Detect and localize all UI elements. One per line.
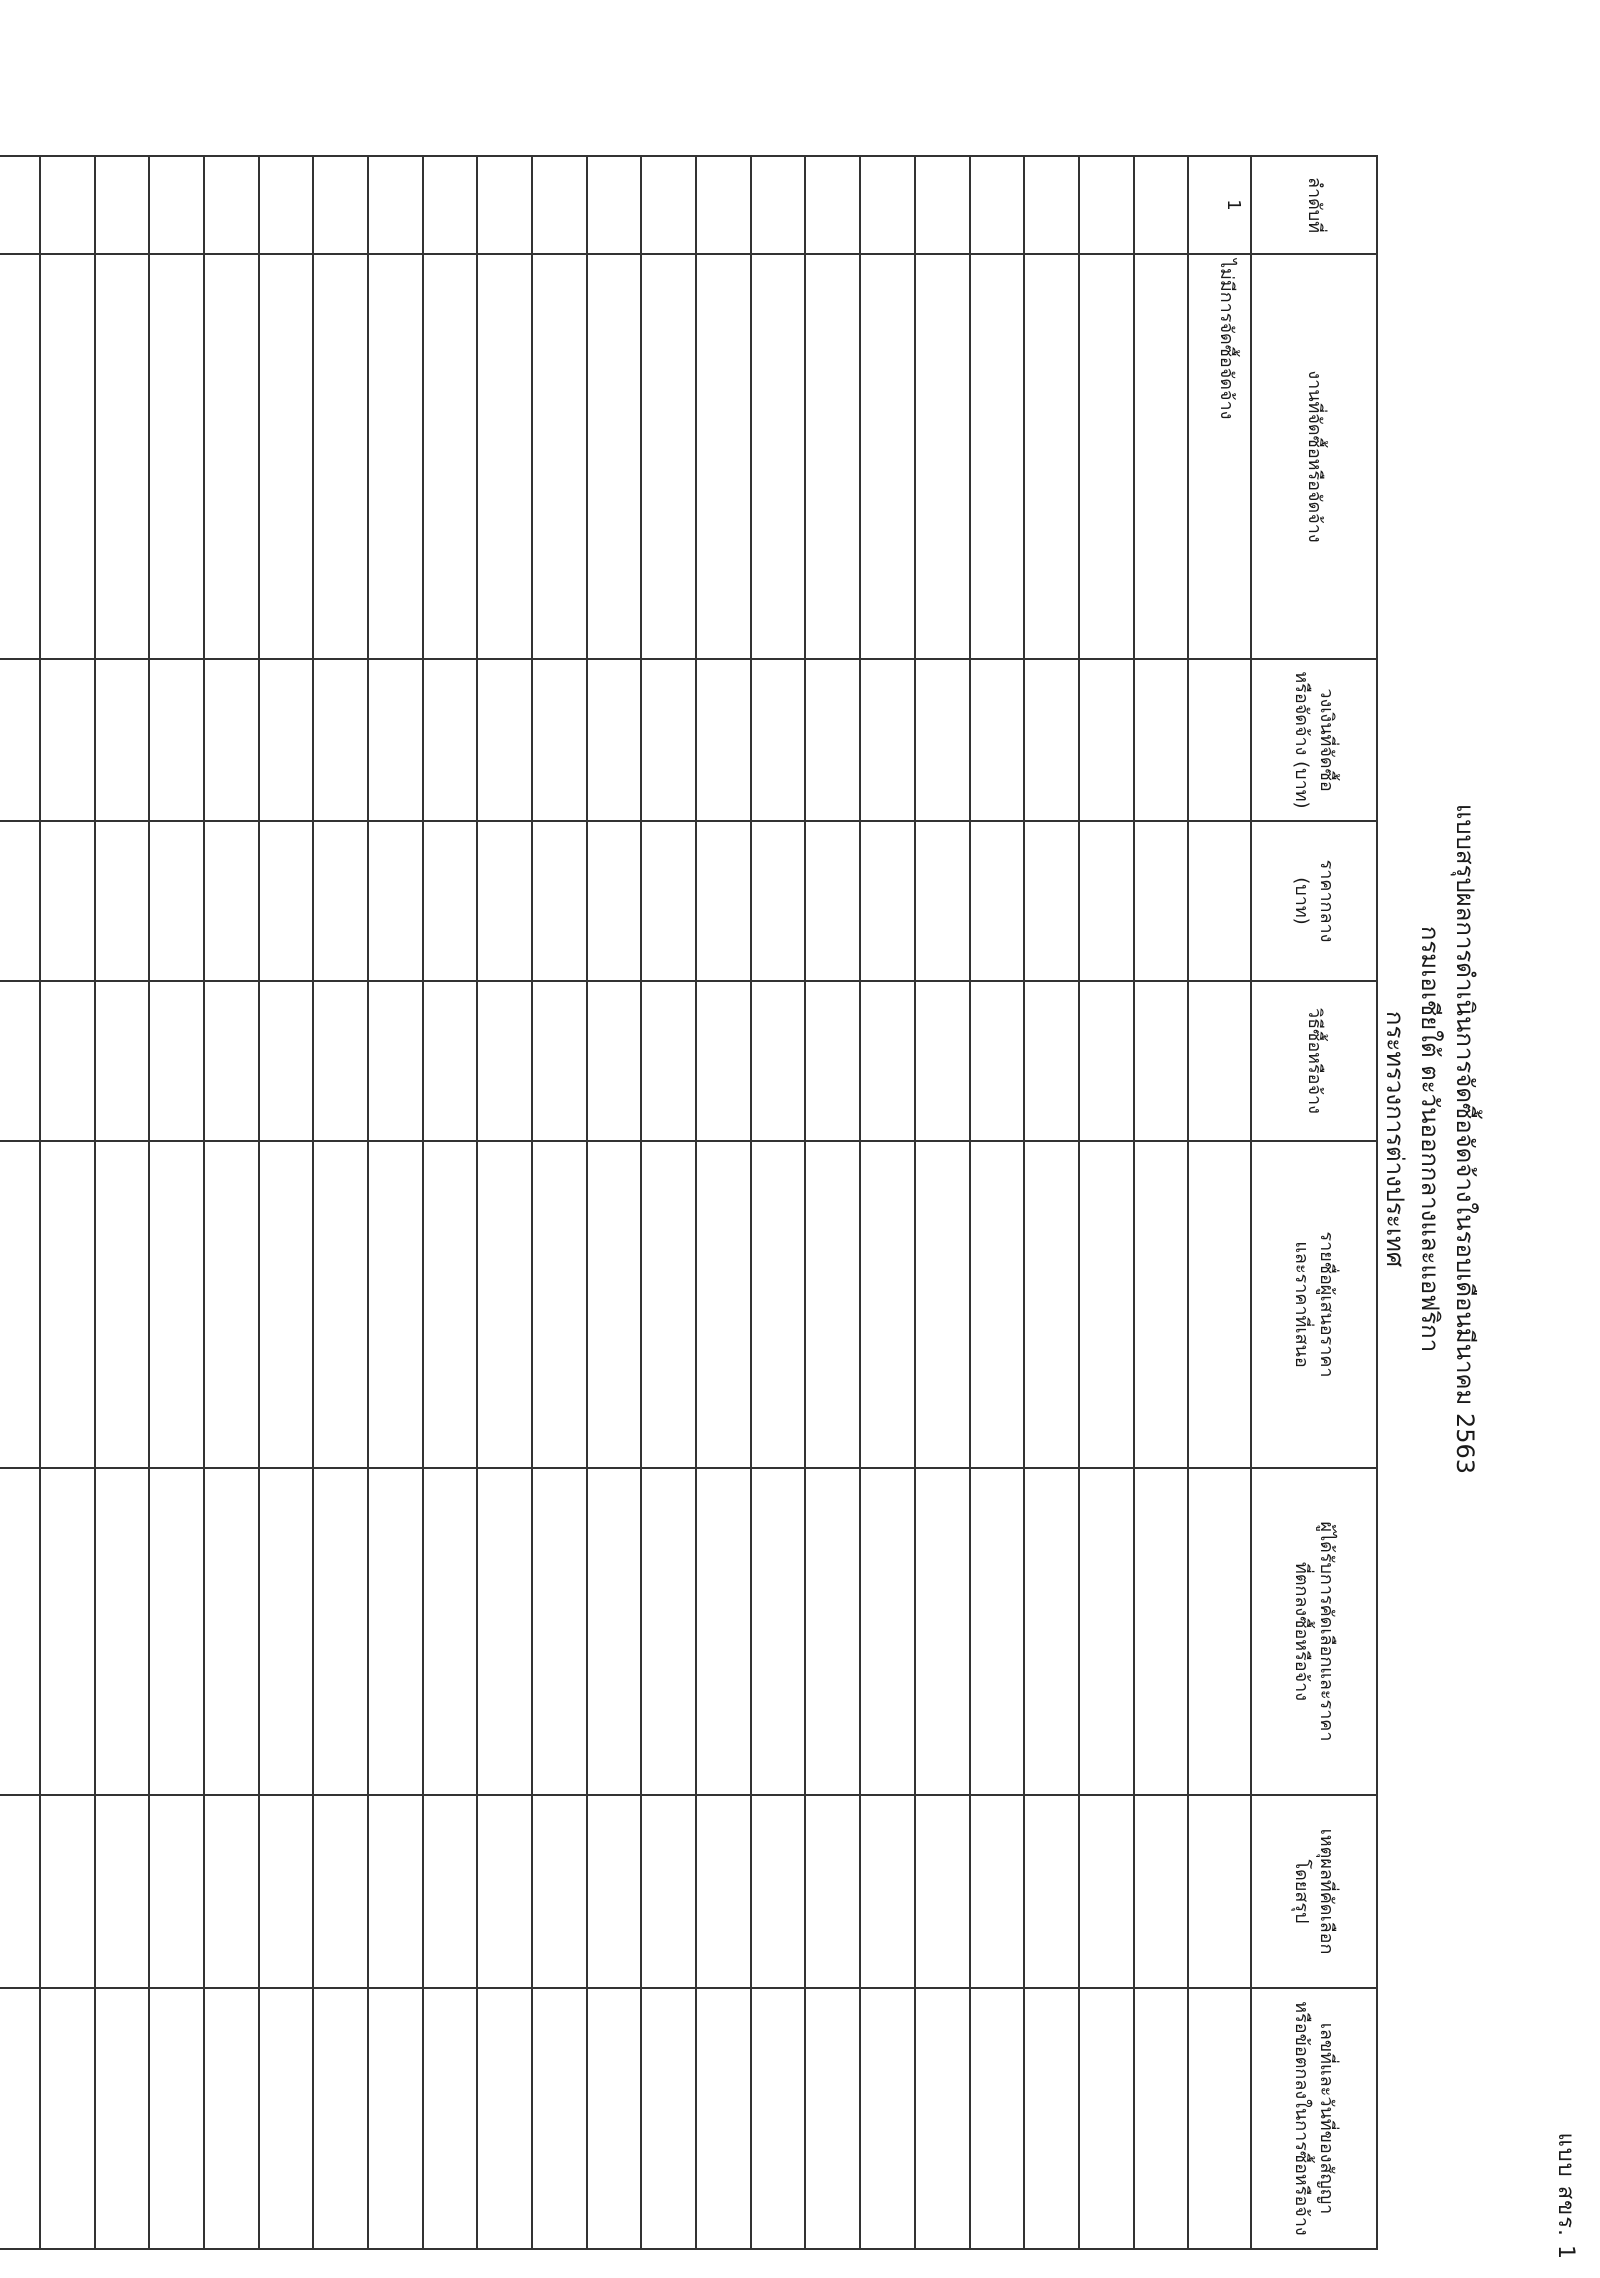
table-row-blank (915, 156, 970, 2249)
table-cell-blank (970, 821, 1025, 981)
table-cell-blank (641, 659, 696, 821)
table-cell-blank (860, 981, 915, 1141)
table-cell-blank (696, 1468, 751, 1795)
table-cell-blank (751, 254, 806, 659)
table-cell-blank (1079, 156, 1134, 254)
table-row-blank (477, 156, 532, 2249)
table-cell-blank (259, 981, 314, 1141)
table-cell-blank (587, 254, 642, 659)
table-row-blank (204, 156, 259, 2249)
table-cell-blank (40, 821, 95, 981)
table-cell-blank (1024, 821, 1079, 981)
table-cell-blank (860, 1141, 915, 1468)
table-row-blank (149, 156, 204, 2249)
table-row-blank (368, 156, 423, 2249)
table-cell-blank (806, 254, 861, 659)
table-cell-blank (95, 1795, 150, 1988)
table-cell-blank (423, 1795, 478, 1988)
table-cell-blank (95, 821, 150, 981)
table-cell-blank (313, 254, 368, 659)
table-cell-blank (860, 821, 915, 981)
table-row-blank (0, 156, 40, 2249)
column-header-9 (1251, 1988, 1377, 2249)
column-header-line: งานที่จัดซื้อหรือจัดจ้าง (1303, 370, 1325, 543)
table-cell-blank (1024, 981, 1079, 1141)
table-cell-blank (1134, 254, 1189, 659)
table-cell-blank (806, 659, 861, 821)
table-cell-blank (95, 1141, 150, 1468)
table-cell-blank (95, 1468, 150, 1795)
table-cell-blank (970, 1795, 1025, 1988)
table-cell (1188, 821, 1251, 981)
table-cell-blank (970, 1988, 1025, 2249)
table-cell-blank (641, 821, 696, 981)
table-cell-blank (641, 1988, 696, 2249)
table-cell-blank (587, 1795, 642, 1988)
table-cell-blank (149, 821, 204, 981)
table-cell-blank (423, 1988, 478, 2249)
table-cell-blank (40, 156, 95, 254)
table-cell-blank (1024, 659, 1079, 821)
table-cell (1188, 1988, 1251, 2249)
table-cell-blank (696, 981, 751, 1141)
table-cell-blank (477, 254, 532, 659)
table-row-blank (40, 156, 95, 2249)
table-cell-blank (477, 156, 532, 254)
table-cell-blank (806, 1141, 861, 1468)
ministry-name: กระทรวงการต่างประเทศ (1381, 1010, 1409, 1268)
table-row-blank (1024, 156, 1079, 2249)
column-header-line: ราคากลาง (1316, 859, 1338, 943)
table-cell-blank (95, 659, 150, 821)
table-cell-blank (95, 1988, 150, 2249)
table-cell: 1 (1188, 156, 1251, 254)
table-cell-blank (860, 1988, 915, 2249)
table-cell-blank (40, 1141, 95, 1468)
table-cell-blank (806, 981, 861, 1141)
table-cell-blank (696, 254, 751, 659)
table-row-blank (806, 156, 861, 2249)
table-cell-blank (532, 1795, 587, 1988)
column-header-6 (1251, 1141, 1377, 1468)
table-cell-blank (149, 1468, 204, 1795)
column-header-line: วิธีซื้อหรือจ้าง (1303, 1008, 1325, 1114)
table-cell-blank (1024, 156, 1079, 254)
table-cell-blank (532, 1141, 587, 1468)
table-cell-blank (1079, 821, 1134, 981)
table-cell-blank (368, 1468, 423, 1795)
table-row-blank (313, 156, 368, 2249)
table-cell-blank (860, 659, 915, 821)
column-header-5 (1251, 981, 1377, 1141)
table-cell-blank (915, 821, 970, 981)
column-header-line: และราคาที่เสนอ (1291, 1241, 1312, 1368)
table-header-row (1251, 156, 1377, 2249)
table-cell-blank (696, 1988, 751, 2249)
table-cell-blank (1134, 1141, 1189, 1468)
table-cell-blank (1134, 1795, 1189, 1988)
column-header-line: ผู้ได้รับการคัดเลือกและราคา (1316, 1521, 1338, 1742)
table-row-blank (641, 156, 696, 2249)
table-cell-blank (696, 659, 751, 821)
column-header-line: ที่ตกลงซื้อหรือจ้าง (1291, 1561, 1312, 1702)
table-cell-blank (970, 156, 1025, 254)
table-cell-blank (368, 659, 423, 821)
table-cell-blank (1079, 1141, 1134, 1468)
table-cell-blank (204, 1988, 259, 2249)
table-cell-blank (423, 1468, 478, 1795)
table-cell-blank (751, 659, 806, 821)
table-cell-blank (368, 1141, 423, 1468)
table-row-blank (696, 156, 751, 2249)
table-cell-blank (587, 821, 642, 981)
table-cell-blank (477, 1988, 532, 2249)
table-cell-blank (477, 1795, 532, 1988)
table-cell-blank (204, 1795, 259, 1988)
table-row-blank (1134, 156, 1189, 2249)
table-cell-blank (313, 1468, 368, 1795)
table-cell-blank (204, 1468, 259, 1795)
table-cell-blank (149, 1795, 204, 1988)
table-cell-blank (40, 1795, 95, 1988)
form-code: แบบ สขร. 1 (1553, 2132, 1578, 2260)
table-cell-blank (751, 1988, 806, 2249)
table-cell-blank (423, 1141, 478, 1468)
table-cell-blank (587, 1141, 642, 1468)
table-cell-blank (149, 254, 204, 659)
table-cell-blank (696, 156, 751, 254)
table-cell-blank (259, 1468, 314, 1795)
table-cell-blank (477, 821, 532, 981)
table-cell-blank (204, 1141, 259, 1468)
table-cell-blank (0, 1988, 40, 2249)
table-cell-blank (259, 1141, 314, 1468)
table-cell-blank (1024, 1141, 1079, 1468)
table-cell-blank (149, 156, 204, 254)
table-cell-blank (259, 1988, 314, 2249)
table-cell-blank (477, 1468, 532, 1795)
table-cell-blank (641, 254, 696, 659)
table-cell-blank (259, 254, 314, 659)
table-cell-blank (477, 659, 532, 821)
table-cell-blank (915, 1795, 970, 1988)
table-row-blank (587, 156, 642, 2249)
column-header-7 (1251, 1468, 1377, 1795)
table-cell-blank (1134, 156, 1189, 254)
table-cell-blank (532, 254, 587, 659)
table-cell-blank (1079, 981, 1134, 1141)
table-cell-blank (149, 1988, 204, 2249)
document-title: แบบสรุปผลการดำเนินการจัดซื้อจัดจ้างในรอบเดือนมีนาคม 2563 (1451, 803, 1479, 1475)
table-cell-blank (95, 254, 150, 659)
column-header-line: ลำดับที่ (1303, 176, 1325, 234)
table-cell-blank (641, 981, 696, 1141)
table-cell-blank (532, 981, 587, 1141)
table-cell-blank (1134, 659, 1189, 821)
table-cell-blank (1134, 1988, 1189, 2249)
table-cell-blank (970, 981, 1025, 1141)
table-cell-blank (860, 1468, 915, 1795)
table-cell-blank (641, 156, 696, 254)
column-header-2 (1251, 254, 1377, 659)
table-cell-blank (806, 1468, 861, 1795)
table-cell-blank (149, 659, 204, 821)
table-cell-blank (423, 254, 478, 659)
column-header-line: เลขที่และวันที่ของสัญญา (1316, 2022, 1338, 2215)
table-cell-blank (368, 254, 423, 659)
table-cell (1188, 1795, 1251, 1988)
table-cell-blank (0, 156, 40, 254)
column-header-line: หรือข้อตกลงในการซื้อหรือจ้าง (1291, 2001, 1312, 2236)
table-cell-blank (532, 821, 587, 981)
table-cell-blank (532, 156, 587, 254)
table-cell-blank (368, 1795, 423, 1988)
column-header-line: เหตุผลที่คัดเลือก (1316, 1828, 1338, 1955)
table-cell (1188, 1141, 1251, 1468)
table-cell-blank (204, 254, 259, 659)
table-cell-blank (313, 821, 368, 981)
table-cell-blank (1079, 1468, 1134, 1795)
table-cell-blank (641, 1141, 696, 1468)
table-cell-blank (970, 659, 1025, 821)
table-cell-blank (587, 1988, 642, 2249)
table-cell-blank (1079, 659, 1134, 821)
table-cell-blank (751, 156, 806, 254)
table-cell-blank (532, 659, 587, 821)
table-cell-blank (313, 156, 368, 254)
table-cell-blank (860, 156, 915, 254)
table-cell-blank (970, 1468, 1025, 1795)
table-cell-blank (696, 1141, 751, 1468)
column-header-3 (1251, 659, 1377, 821)
table-row-blank (1079, 156, 1134, 2249)
table-cell-blank (313, 1988, 368, 2249)
table-cell (1188, 981, 1251, 1141)
table-cell-blank (970, 1141, 1025, 1468)
table-cell-blank (0, 981, 40, 1141)
table-cell-blank (915, 156, 970, 254)
table-cell-blank (204, 156, 259, 254)
table-row (1188, 156, 1251, 2249)
table-cell-blank (915, 981, 970, 1141)
table-cell-blank (313, 659, 368, 821)
table-cell-blank (0, 1468, 40, 1795)
table-row-blank (259, 156, 314, 2249)
table-cell-blank (259, 659, 314, 821)
table-cell-blank (751, 1795, 806, 1988)
table-cell-blank (0, 1795, 40, 1988)
table-cell-blank (95, 156, 150, 254)
column-header-4 (1251, 821, 1377, 981)
table-row-blank (970, 156, 1025, 2249)
table-cell-blank (1024, 1988, 1079, 2249)
table-cell-blank (95, 981, 150, 1141)
table-cell-blank (477, 981, 532, 1141)
table-cell-blank (751, 981, 806, 1141)
table-cell-blank (204, 821, 259, 981)
table-cell-blank (806, 821, 861, 981)
table-cell-blank (313, 981, 368, 1141)
table-cell-blank (368, 821, 423, 981)
table-cell-blank (0, 821, 40, 981)
table-cell-blank (1134, 981, 1189, 1141)
table-cell-blank (0, 254, 40, 659)
column-header-line: วงเงินที่จัดซื้อ (1316, 688, 1338, 792)
table-cell-blank (313, 1141, 368, 1468)
table-cell-blank (1079, 254, 1134, 659)
table-cell-blank (0, 1141, 40, 1468)
table-cell-blank (751, 1141, 806, 1468)
table-cell-blank (1134, 821, 1189, 981)
table-cell-blank (1024, 254, 1079, 659)
column-header-line: (บาท) (1291, 877, 1312, 925)
table-cell-blank (368, 1988, 423, 2249)
table-cell-blank (915, 254, 970, 659)
table-cell-blank (860, 254, 915, 659)
table-cell-blank (149, 981, 204, 1141)
table-cell (1188, 659, 1251, 821)
table-cell-blank (532, 1988, 587, 2249)
table-cell-blank (641, 1795, 696, 1988)
table-cell-blank (40, 981, 95, 1141)
table-row-blank (95, 156, 150, 2249)
table-cell-blank (40, 254, 95, 659)
table-cell-blank (751, 821, 806, 981)
table-cell-blank (204, 659, 259, 821)
table-cell-blank (806, 1795, 861, 1988)
table-cell-blank (313, 1795, 368, 1988)
department-name: กรมเอเชียใต้ ตะวันออกกลางและแอฟริกา (1416, 925, 1444, 1353)
table-cell-blank (1024, 1795, 1079, 1988)
table-cell-blank (368, 981, 423, 1141)
table-cell-blank (368, 156, 423, 254)
table-cell-blank (970, 254, 1025, 659)
table-cell-blank (149, 1141, 204, 1468)
table-cell-blank (477, 1141, 532, 1468)
table-cell-blank (423, 156, 478, 254)
table-cell-blank (641, 1468, 696, 1795)
table-cell-blank (1134, 1468, 1189, 1795)
table-cell-blank (1079, 1795, 1134, 1988)
table-cell-blank (587, 981, 642, 1141)
table-cell-blank (751, 1468, 806, 1795)
table-cell-blank (423, 821, 478, 981)
table-cell: ไม่มีการจัดซื้อจัดจ้าง (1188, 254, 1251, 659)
table-cell-blank (696, 1795, 751, 1988)
table-cell-blank (915, 1141, 970, 1468)
procurement-summary-table (0, 155, 1378, 2250)
table-cell-blank (806, 1988, 861, 2249)
table-row-blank (751, 156, 806, 2249)
table-row-blank (532, 156, 587, 2249)
column-header-line: หรือจัดจ้าง (บาท) (1291, 671, 1312, 809)
table-cell-blank (696, 821, 751, 981)
table-row-blank (423, 156, 478, 2249)
table-cell-blank (204, 981, 259, 1141)
table-cell-blank (0, 659, 40, 821)
table-cell-blank (40, 1468, 95, 1795)
column-header-8 (1251, 1795, 1377, 1988)
table-cell-blank (532, 1468, 587, 1795)
table-cell-blank (423, 659, 478, 821)
table-cell-blank (587, 156, 642, 254)
table-cell-blank (915, 1988, 970, 2249)
table-cell-blank (806, 156, 861, 254)
table-cell-blank (259, 821, 314, 981)
column-header-line: โดยสรุป (1291, 1859, 1312, 1924)
table-cell-blank (860, 1795, 915, 1988)
table-cell-blank (1079, 1988, 1134, 2249)
table-cell-blank (259, 1795, 314, 1988)
table-cell-blank (40, 1988, 95, 2249)
column-header-line: รายชื่อผู้เสนอราคา (1316, 1231, 1338, 1378)
table-cell-blank (587, 659, 642, 821)
table-row-blank (860, 156, 915, 2249)
table-cell-blank (259, 156, 314, 254)
table-cell (1188, 1468, 1251, 1795)
table-cell-blank (915, 659, 970, 821)
table-cell-blank (40, 659, 95, 821)
table-cell-blank (1024, 1468, 1079, 1795)
table-cell-blank (423, 981, 478, 1141)
table-cell-blank (915, 1468, 970, 1795)
table-cell-blank (587, 1468, 642, 1795)
column-header-1 (1251, 156, 1377, 254)
